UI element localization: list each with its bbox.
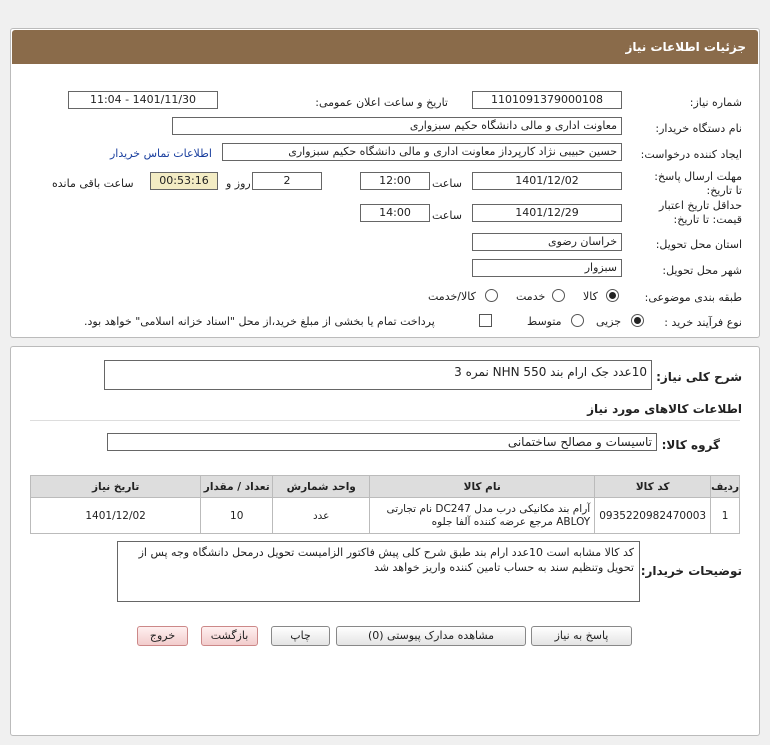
print-button[interactable]: چاپ [271, 626, 330, 646]
process-option-medium: متوسط [527, 315, 562, 328]
province-field: خراسان رضوی [472, 233, 622, 251]
need-number-field: 1101091379000108 [472, 91, 622, 109]
page-title: جزئیات اطلاعات نیاز [625, 40, 746, 54]
cell-code: 0935220982470003 [595, 498, 711, 534]
cell-date: 1401/12/02 [31, 498, 201, 534]
reply-time-field: 12:00 [360, 172, 430, 190]
table-row [31, 498, 740, 534]
reply-time-label: ساعت [432, 177, 462, 190]
goods-group-field: تاسیسات و مصالح ساختمانی [107, 433, 657, 451]
days-label: روز و [226, 177, 251, 190]
summary-field: 10عدد جک ارام بند NHN 550 نمره 3 [104, 360, 652, 390]
buyer-org-field: معاونت اداری و مالی دانشگاه حکیم سبزواری [172, 117, 622, 135]
goods-group-label: گروه کالا: [661, 438, 720, 452]
requester-field: حسین حبیبی نژاد کارپرداز معاونت اداری و مالی دانشگاه حکیم سبزواری [222, 143, 622, 161]
announce-field: 1401/11/30 - 11:04 [68, 91, 218, 109]
section-divider [30, 420, 740, 421]
header-bar [12, 30, 758, 64]
back-button[interactable]: بازگشت [201, 626, 258, 646]
category-radio-goods[interactable] [606, 289, 619, 302]
treasury-payment-checkbox[interactable] [479, 314, 492, 327]
goods-section-title: اطلاعات کالاهای مورد نیاز [587, 402, 742, 416]
col-unit: واحد شمارش [273, 476, 370, 498]
cell-qty: 10 [201, 498, 273, 534]
city-label: شهر محل تحویل: [662, 264, 742, 277]
requester-label: ایجاد کننده درخواست: [640, 148, 742, 161]
col-date: تاریخ نیاز [31, 476, 201, 498]
process-option-minor: جزیی [596, 315, 622, 328]
category-radio-goods-service[interactable] [485, 289, 498, 302]
cell-row: 1 [711, 498, 740, 534]
cell-unit: عدد [273, 498, 370, 534]
validity-date-field: 1401/12/29 [472, 204, 622, 222]
goods-table [30, 475, 740, 534]
validity-time-label: ساعت [432, 209, 462, 222]
category-label: طبقه بندی موضوعی: [644, 291, 742, 304]
category-option-service: خدمت [516, 290, 546, 303]
category-option-goods-service: کالا/خدمت [428, 290, 476, 303]
summary-label: شرح کلی نیاز: [656, 370, 742, 384]
days-field: 2 [252, 172, 322, 190]
payment-note: پرداخت تمام یا بخشی از مبلغ خرید،از محل "اسناد خزانه اسلامی" خواهد بود. [84, 315, 435, 328]
contact-buyer-link[interactable]: اطلاعات تماس خریدار [110, 147, 212, 160]
col-row: ردیف [711, 476, 740, 498]
reply-deadline-label: مهلت ارسال پاسخ: تا تاریخ: [654, 170, 742, 197]
remaining-time-field: 00:53:16 [150, 172, 218, 190]
buyer-notes-field: کد کالا مشابه است 10عدد ارام بند طبق شرح کلی پیش فاکتور الزامیست تحویل درمحل دانشگاه وجه پس از تحویل وتنظیم سند به حساب تامین کننده واریز خواهد شد [117, 541, 640, 602]
province-label: استان محل تحویل: [655, 238, 742, 251]
category-option-goods: کالا [583, 290, 598, 303]
buyer-org-label: نام دستگاه خریدار: [655, 122, 742, 135]
reply-date-field: 1401/12/02 [472, 172, 622, 190]
reply-button[interactable]: پاسخ به نیاز [531, 626, 632, 646]
validity-time-field: 14:00 [360, 204, 430, 222]
announce-label: تاریخ و ساعت اعلان عمومی: [315, 96, 448, 109]
process-radio-medium[interactable] [571, 314, 584, 327]
buyer-notes-label: توضیحات خریدار: [640, 564, 742, 578]
need-number-label: شماره نیاز: [689, 96, 742, 109]
attachments-button[interactable]: مشاهده مدارک پیوستی (0) [336, 626, 526, 646]
exit-button[interactable]: خروج [137, 626, 188, 646]
col-code: کد کالا [595, 476, 711, 498]
city-field: سبزوار [472, 259, 622, 277]
process-radio-minor[interactable] [631, 314, 644, 327]
category-radio-service[interactable] [552, 289, 565, 302]
remaining-label: ساعت باقی مانده [52, 177, 134, 190]
col-qty: تعداد / مقدار [201, 476, 273, 498]
cell-name: آرام بند مکانیکی درب مدل DC247 نام تجارتی ABLOY مرجع عرضه کننده آلفا جلوه [370, 498, 595, 534]
process-label: نوع فرآیند خرید : [664, 316, 742, 329]
col-name: نام کالا [370, 476, 595, 498]
validity-label: حداقل تاریخ اعتبار قیمت: تا تاریخ: [658, 199, 742, 226]
